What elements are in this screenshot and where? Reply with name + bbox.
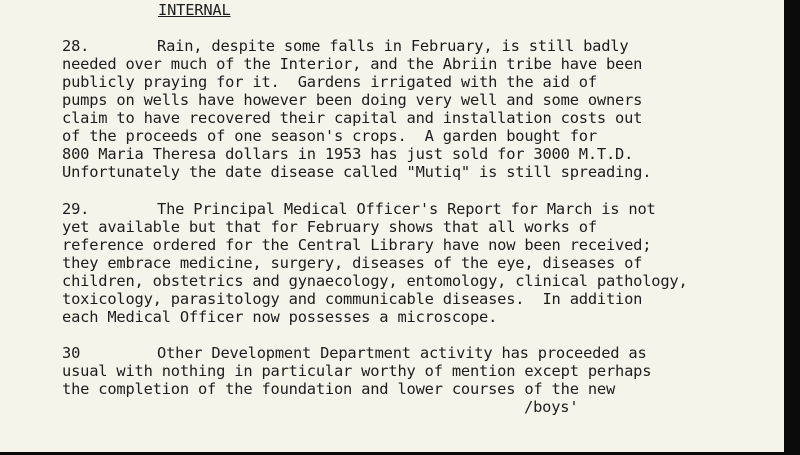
paragraph-line: they embrace medicine, surgery, diseases of the eye, diseases of (62, 254, 643, 272)
paragraph-line: publicly praying for it. Gardens irrigated with the aid of (62, 73, 597, 91)
paragraph-line: the completion of the foundation and lower courses of the new (62, 380, 616, 398)
paragraph-line: of the proceeds of one season's crops. A garden bought for (62, 127, 597, 145)
paragraph-line: children, obstetrics and gynaecology, entomology, clinical pathology, (62, 272, 688, 290)
paragraph-number: 30 (62, 344, 81, 362)
paragraph-line: toxicology, parasitology and communicable diseases. In addition (62, 290, 643, 308)
paragraph-line: needed over much of the Interior, and the Abriin tribe have been (62, 55, 643, 73)
paragraph-line: reference ordered for the Central Library have now been received; (62, 236, 652, 254)
paragraph-line: 800 Maria Theresa dollars in 1953 has just sold for 3000 M.T.D. (62, 145, 634, 163)
paragraph-line: usual with nothing in particular worthy of mention except perhaps (62, 362, 652, 380)
paragraph-line: claim to have recovered their capital and installation costs out (62, 109, 643, 127)
paragraph-line: Other Development Department activity has proceeded as (157, 344, 647, 362)
continuation-catchword: /boys' (524, 398, 579, 416)
paragraph-number: 29. (62, 200, 90, 218)
paragraph-line: pumps on wells have however been doing very well and some owners (62, 91, 643, 109)
paragraph-line: Rain, despite some falls in February, is still badly (157, 37, 629, 55)
section-heading: INTERNAL (158, 1, 231, 19)
paragraph-line: The Principal Medical Officer's Report for March is not (157, 200, 656, 218)
scan-border-right (784, 0, 800, 455)
paragraph-number: 28. (62, 37, 90, 55)
paragraph-line: yet available but that for February shows that all works of (62, 218, 597, 236)
paragraph-line: Unfortunately the date disease called "Mutiq" is still spreading. (62, 163, 652, 181)
paragraph-line: each Medical Officer now possesses a microscope. (62, 308, 498, 326)
